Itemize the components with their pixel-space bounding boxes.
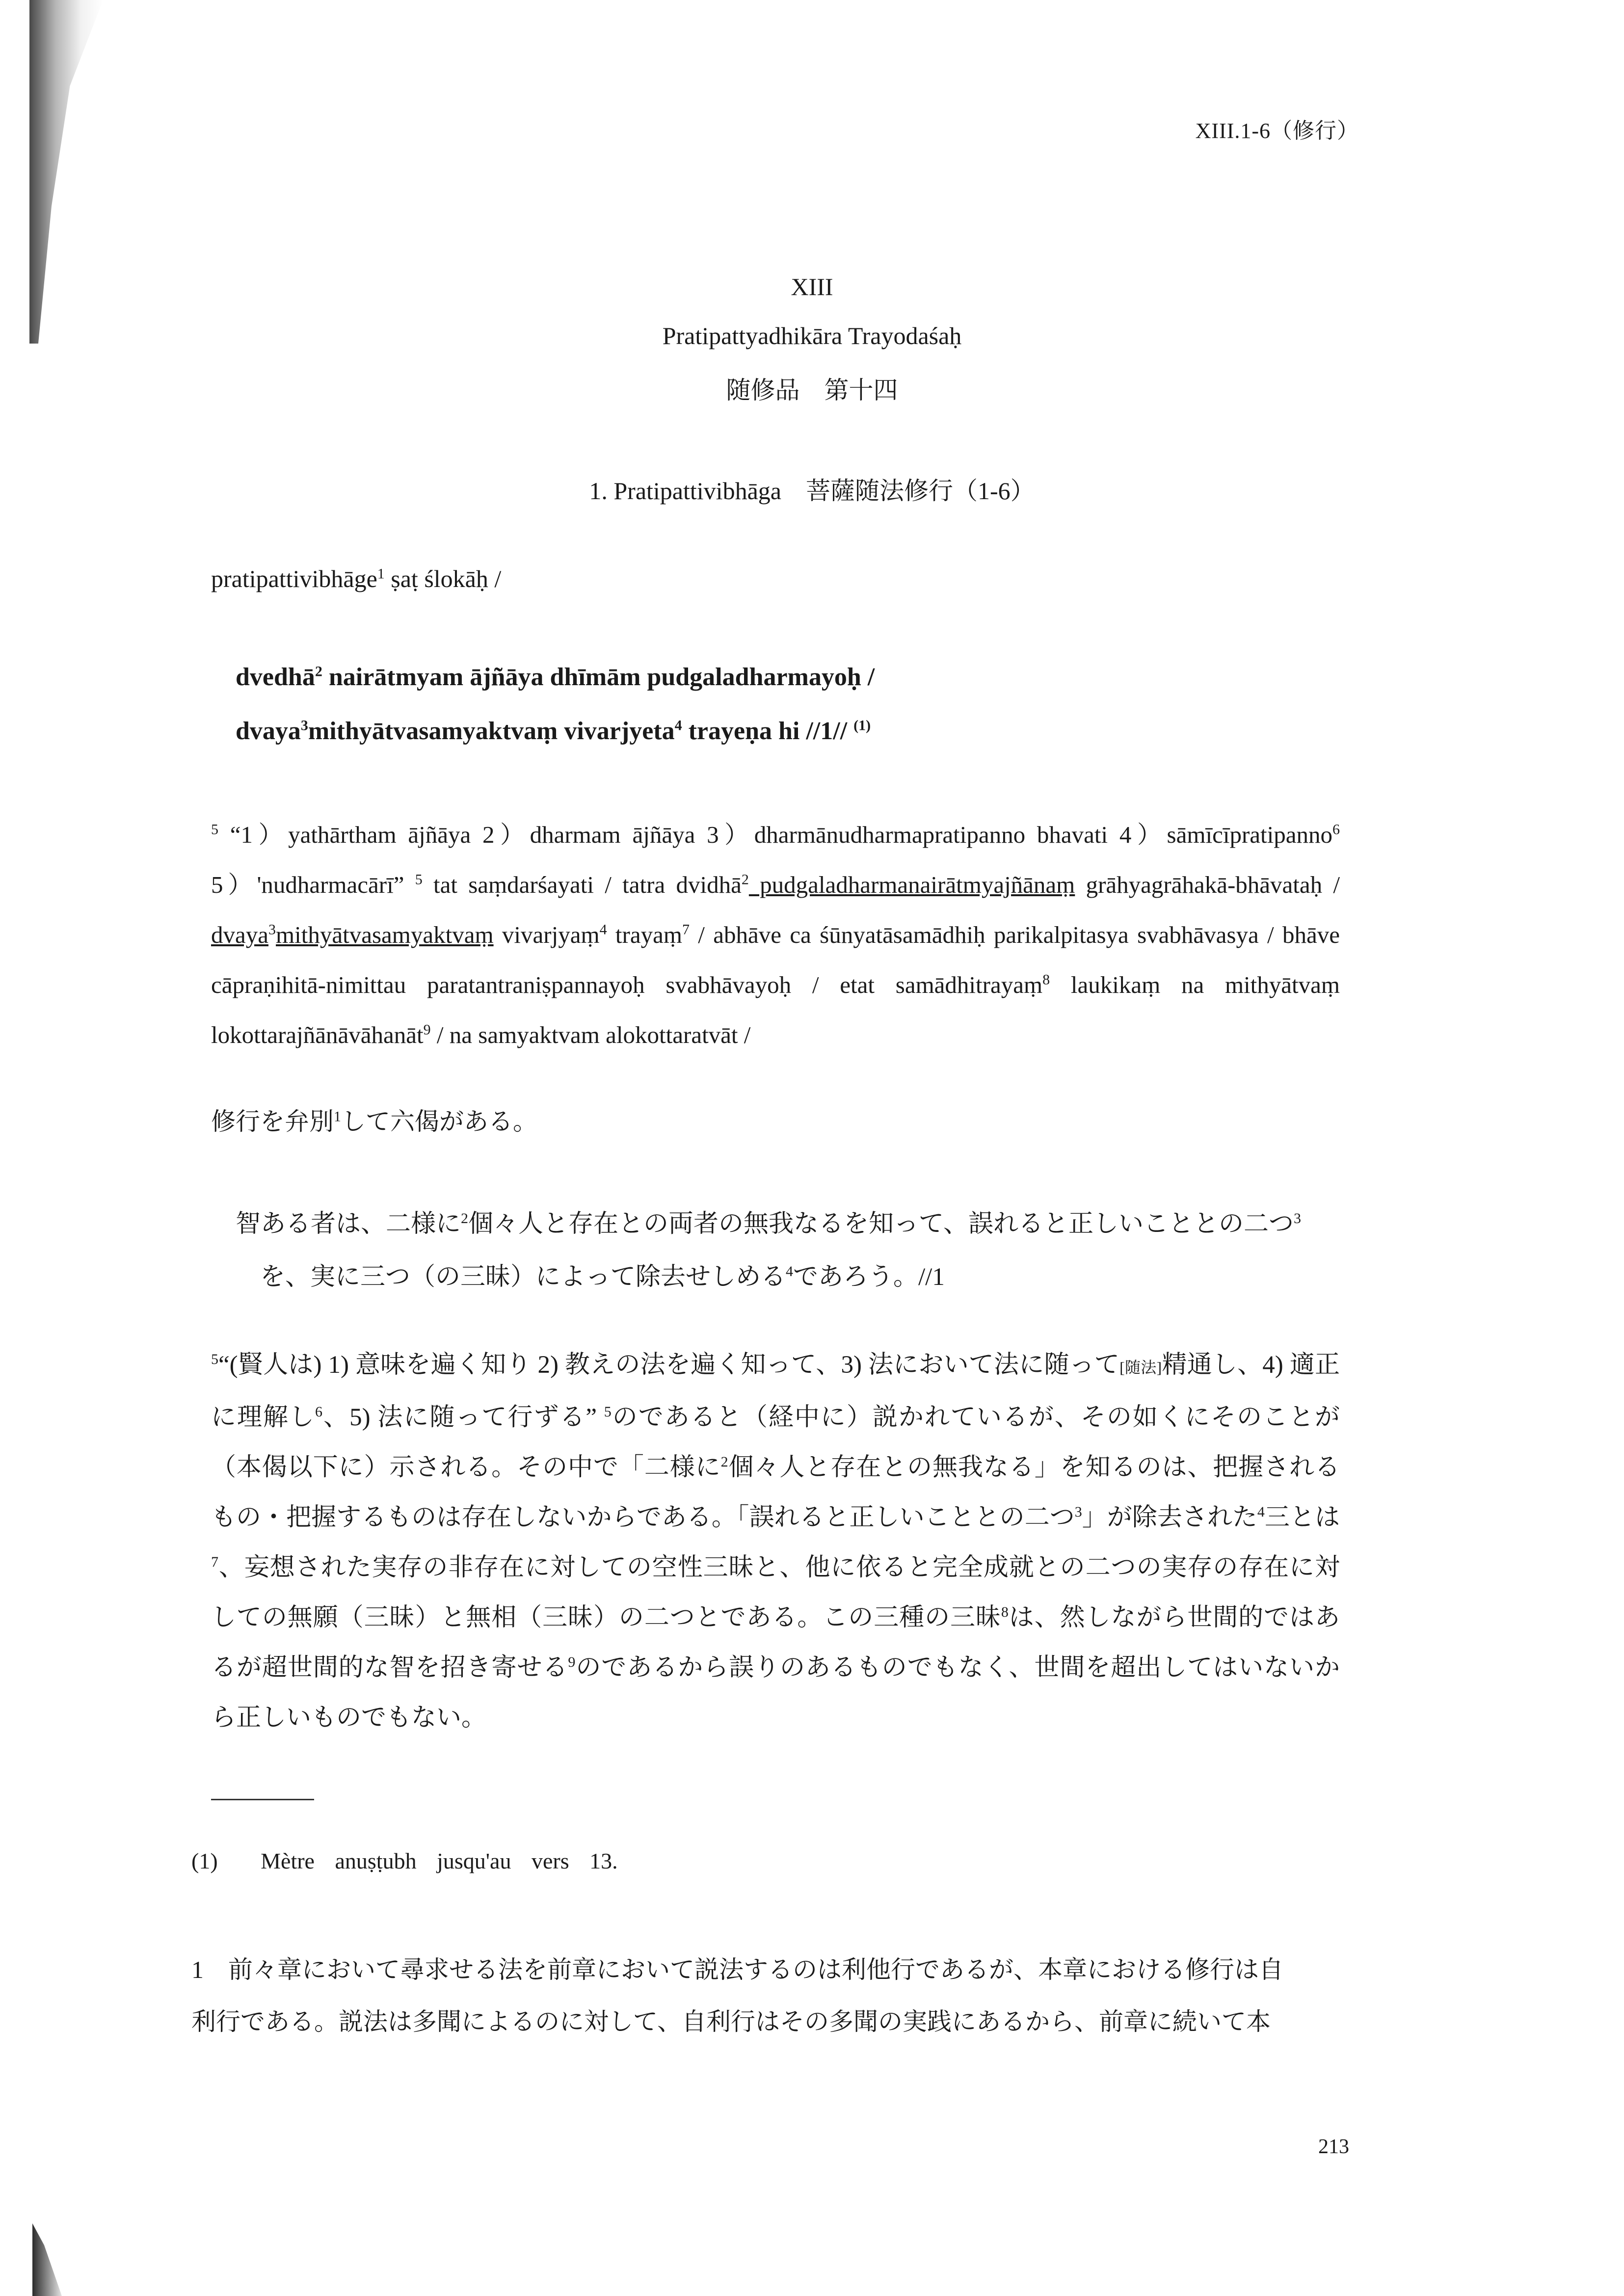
section-title: 1. Pratipattivibhāga 菩薩随法修行（1-6）: [589, 477, 1035, 505]
chapter-sanskrit-title: Pratipattyadhikāra Trayodaśaḥ: [662, 322, 962, 349]
footnote-japanese: 1 前々章において尋求せる法を前章において説法するのは利他行であるが、本章における修行は自 利行である。説法は多聞によるのに対して、自利行はその多聞の実践にあるから、前章に続いて本: [191, 1956, 1283, 2035]
intro-line: pratipattivibhāge$^1$ ṣaṭ ślokāḥ /: [211, 565, 502, 592]
japanese-verse: 智ある者は、二様に$^2$個々人と存在との両者の無我なるを知って、誤れると正しいこととの二つ$^3$ を、実に三つ（の三昧）によって除去せしめる$^4$であろう。//1: [236, 1210, 1301, 1291]
verse-line-1: dvedhā$^2$ nairātmyam ājñāya dhīmām pudgaladharmayoḥ /: [236, 663, 875, 691]
scan-shadow-bottom: [32, 2223, 62, 2296]
chapter-japanese-title: 随修品 第十四: [726, 376, 898, 404]
chapter-number: XIII: [791, 273, 833, 300]
page-number: 213: [1318, 2136, 1349, 2158]
verse-line-2: dvaya$^3$mithyātvasamyaktvaṃ vivarjyeta$^4$ trayeṇa hi //1// $^{(1)}$: [236, 717, 871, 745]
footnote-meter: (1) Mètre anuṣṭubh jusqu'au vers 13.: [191, 1848, 618, 1873]
footnote-divider: [211, 1799, 314, 1800]
japanese-intro-line: 修行を弁別$^1$して六偈がある。: [211, 1108, 537, 1135]
japanese-commentary: $^5$“(賢人は) 1) 意味を遍く知り 2) 教えの法を遍く知って、3) 法において法に随って[随法]精通し、4) 適正に理解し$^6$、5) 法に随って行ずる” $^5$のであると（経中に）説かれているが、その如くにそのことが（本偈以下に）示される。その中で「二様に$^2$個々人と存在との無我なる」を知るのは、把握されるもの・把握するものは存在しないからである。「誤れると正しいこととの二つ$^3$」が除去された$^4$三とは$^7$、妄想された実存の非存在に対しての空性三昧と、他に依ると完全成就との二つの実存の存在に対しての無願（三昧）と無相（三昧）の二つとである。この三種の三昧$^8$は、然しながら世間的ではあるが超世間的な智を招き寄せる$^9$のであるから誤りのあるものでもなく、世間を超出してはいないから正しいものでもない。: [211, 1351, 1340, 1732]
running-head: XIII.1-6（修行）: [1195, 119, 1359, 143]
sanskrit-commentary: $^5$ “1）yathārtham ājñāya 2）dharmam ājñāya 3）dharmānudharmapratipanno bhavati 4）sāmīcīpratipanno$^6$ 5）'nudharmacārī” $^5$ tat saṃdarśayati / tatra dvidhā$^2$ pudgaladharmanairātmyajñānaṃ grāhyagrāhakā-bhāvataḥ / dvaya$^3$mithyātvasamyaktvaṃ vivarjyaṃ$^4$ trayaṃ$^7$ / abhāve ca śūnyatāsamādhiḥ parikalpitasya svabhāvasya / bhāve cāpraṇihitā-nimittau paratantraniṣpannayoḥ svabhāvayoḥ / etat samādhitrayaṃ$^8$ laukikaṃ na mithyātvaṃ lokottarajñānāvāhanāt$^9$ / na samyaktvam alokottaratvāt /: [211, 821, 1340, 1048]
